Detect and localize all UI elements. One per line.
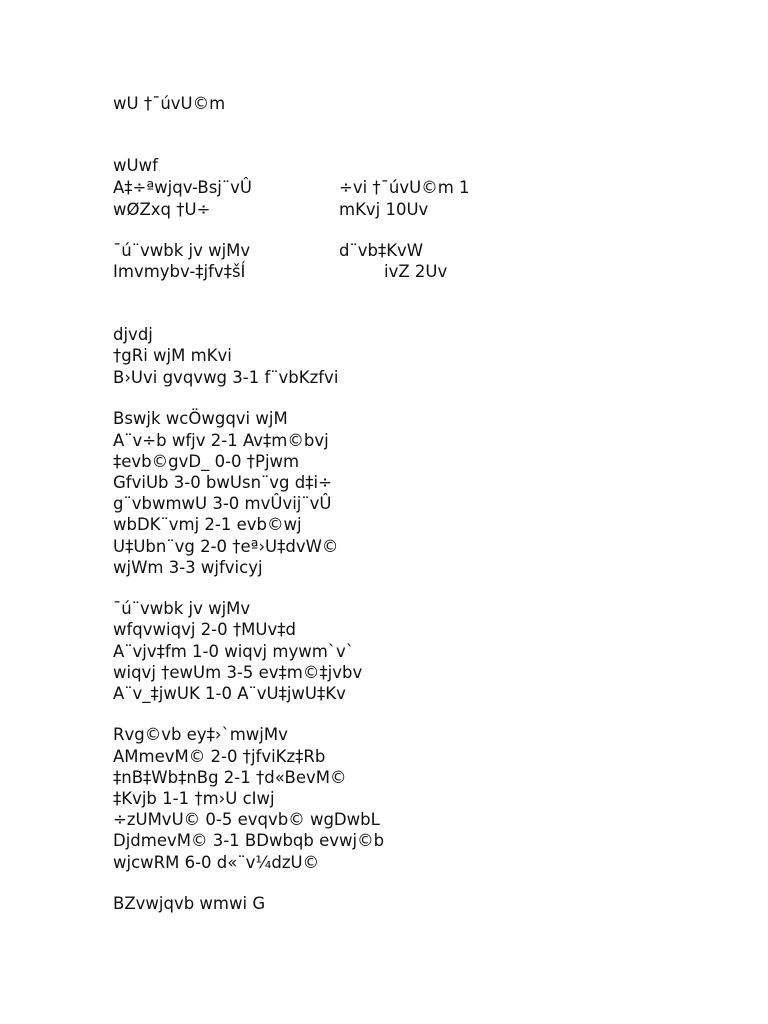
match-result: A¨v÷b wfjv 2-1 Av‡m©bvj [113,431,329,450]
match-result: wiqvj †ewUm 3-5 ev‡m©‡jvbv [113,663,363,682]
match-result: AMmevM© 2-0 †jfviKz‡Rb [113,747,326,766]
match-result: ‡Kvjb 1-1 †m›U cIwj [113,789,275,808]
match-result: wfqvwiqvj 2-0 †MUv‡d [113,620,296,639]
section-heading: Rvg©vb ey‡›`mwjMv [113,725,288,744]
details-heading: wUwf [113,156,158,175]
details-row2-left: wØZxq †U÷ [113,200,211,219]
document-title: wU †¯úvU©m [113,94,226,113]
match-result: GfviUb 3-0 bwUsn¨vg d‡i÷ [113,473,332,492]
details-row2-right: mKvj 10Uv [339,200,429,219]
details-row1-right: ÷vi †¯úvU©m 1 [339,178,470,197]
section-line: djvdj [113,325,153,344]
details-row1-left: A‡÷ªwjqv-Bsj¨vÛ [113,178,252,197]
match-result: A¨vjv‡fm 1-0 wiqvj mywm`v` [113,642,355,661]
details-row3-right: d¨vb‡KvW [339,241,424,260]
details-row3-left: ¯ú¨vwbk jv wjMv [113,241,251,260]
match-result: wbDK¨vmj 2-1 evb©wj [113,515,302,534]
match-result: wjcwRM 6-0 d«¨v¼dzU© [113,853,320,872]
match-result: wjWm 3-3 wjfvicyj [113,558,263,577]
details-row4-right: ivZ 2Uv [384,262,448,281]
match-result: DjdmevM© 3-1 BDwbqb evwj©b [113,831,385,850]
match-result: ÷zUMvU© 0-5 evqvb© wgDwbL [113,810,380,829]
details-row4-left: Imvmybv-‡jfv‡šÍ [113,262,246,281]
section-heading: BZvwjqvb wmwi G [113,894,266,913]
match-result: U‡Ubn¨vg 2-0 †eª›U‡dvW© [113,537,339,556]
match-result: A¨v_‡jwUK 1-0 A¨vU‡jwU‡Kv [113,684,346,703]
match-result: g¨vbwmwU 3-0 mvÛvij¨vÛ [113,494,332,513]
match-result: ‡nB‡Wb‡nBg 2-1 †d«BevM© [113,768,347,787]
section-line: B›Uvi gvqvwg 3-1 f¨vbKzfvi [113,368,339,387]
section-heading: Bswjk wcÖwgqvi wjM [113,409,288,428]
section-line: †gRi wjM mKvi [113,346,232,365]
match-result: ‡evb©gvD_ 0-0 †Pjwm [113,452,300,471]
section-heading: ¯ú¨vwbk jv wjMv [113,599,251,618]
